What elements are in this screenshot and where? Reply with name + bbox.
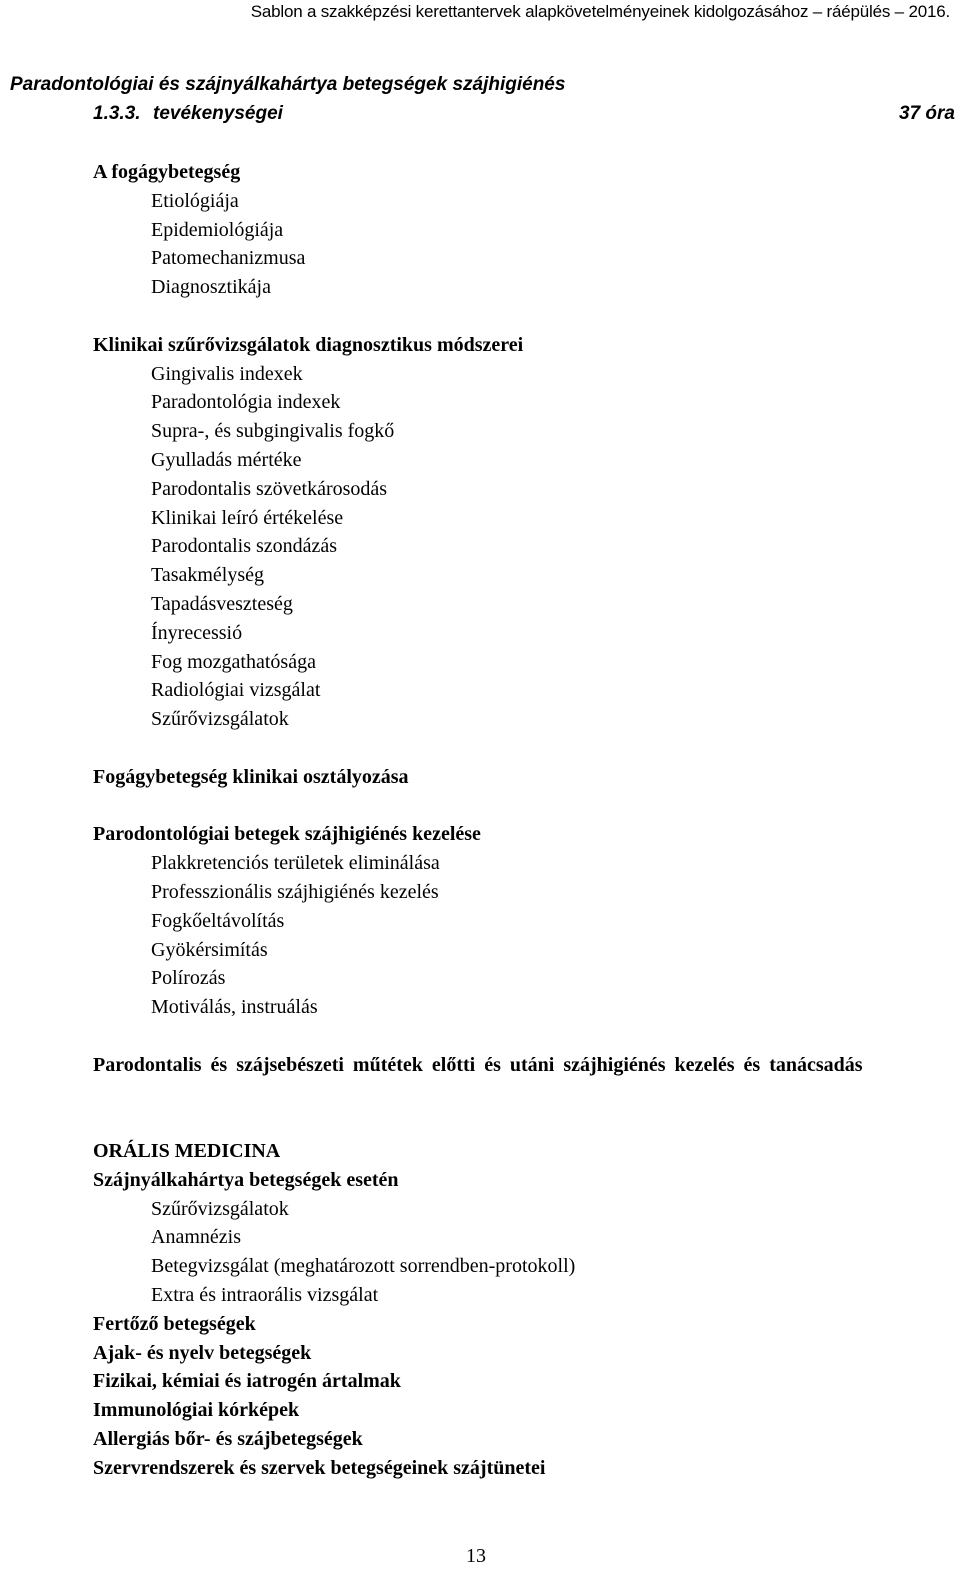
section-heading: Parodontológiai betegek szájhigiénés kezelése <box>93 823 481 846</box>
list-item: Patomechanizmusa <box>151 247 306 270</box>
list-item: Szűrővizsgálatok <box>151 1197 289 1220</box>
list-item: Radiológiai vizsgálat <box>151 679 321 702</box>
document-body <box>93 158 955 1483</box>
module-hours: 37 óra <box>899 103 955 124</box>
list-item: Gyulladás mértéke <box>151 448 302 471</box>
list-item: Plakkretenciós területek eliminálása <box>151 852 440 875</box>
topic-heading: Immunológiai kórképek <box>93 1399 300 1422</box>
list-item: Ínyrecessió <box>151 621 243 644</box>
section-heading: Fogágybetegség klinikai osztályozása <box>93 765 409 788</box>
list-item: Extra és intraorális vizsgálat <box>151 1284 379 1307</box>
list-item: Motiválás, instruálás <box>151 996 318 1019</box>
list-item: Epidemiológiája <box>151 218 284 241</box>
list-item: Klinikai leíró értékelése <box>151 506 344 529</box>
topic-heading: Szervrendszerek és szervek betegségeinek szájtünetei <box>93 1456 546 1479</box>
module-activities: tevékenységei <box>153 103 283 124</box>
topic-heading: Ajak- és nyelv betegségek <box>93 1341 312 1364</box>
list-item: Tasakmélység <box>151 564 265 587</box>
module-title-line2 <box>10 103 955 129</box>
list-item: Fog mozgathatósága <box>151 650 316 673</box>
list-item: Professzionális szájhigiénés kezelés <box>151 880 439 903</box>
list-item: Gyökérsimítás <box>151 938 268 961</box>
list-item: Polírozás <box>151 967 226 990</box>
section-heading: Klinikai szűrővizsgálatok diagnosztikus módszerei <box>93 333 524 356</box>
section-heading: A fogágybetegség <box>93 161 241 183</box>
list-item: Szűrővizsgálatok <box>151 708 289 731</box>
page-header: Sablon a szakképzési kerettantervek alapkövetelményeinek kidolgozásához – ráépülés – 2016. <box>250 2 950 21</box>
section-heading: ORÁLIS MEDICINA <box>93 1140 281 1163</box>
list-item: Paradontológia indexek <box>151 391 341 414</box>
module-title: Paradontológiai és szájnyálkahártya betegségek szájhigiénés <box>10 74 566 95</box>
section-subheading: Szájnyálkahártya betegségek esetén <box>93 1168 399 1191</box>
list-item: Betegvizsgálat (meghatározott sorrendben-protokoll) <box>151 1255 576 1278</box>
list-item: Diagnosztikája <box>151 276 271 299</box>
list-item: Gingivalis indexek <box>151 362 303 385</box>
list-item: Anamnézis <box>151 1226 241 1249</box>
list-item: Parodontalis szondázás <box>151 535 338 558</box>
topic-heading: Allergiás bőr- és szájbetegségek <box>93 1428 363 1451</box>
page-number: 13 <box>466 1545 486 1567</box>
list-item: Supra-, és subgingivalis fogkő <box>151 420 395 443</box>
topic-heading: Fizikai, kémiai és iatrogén ártalmak <box>93 1370 401 1393</box>
section-heading: Parodontalis és szájsebészeti műtétek előtti és utáni szájhigiénés kezelés és tanácsadás <box>93 1053 863 1076</box>
list-item: Tapadásveszteség <box>151 592 293 615</box>
list-item: Fogkőeltávolítás <box>151 909 285 932</box>
list-item: Parodontalis szövetkárosodás <box>151 477 388 500</box>
module-number: 1.3.3. <box>93 103 141 124</box>
list-item: Etiológiája <box>151 189 239 212</box>
topic-heading: Fertőző betegségek <box>93 1312 256 1335</box>
